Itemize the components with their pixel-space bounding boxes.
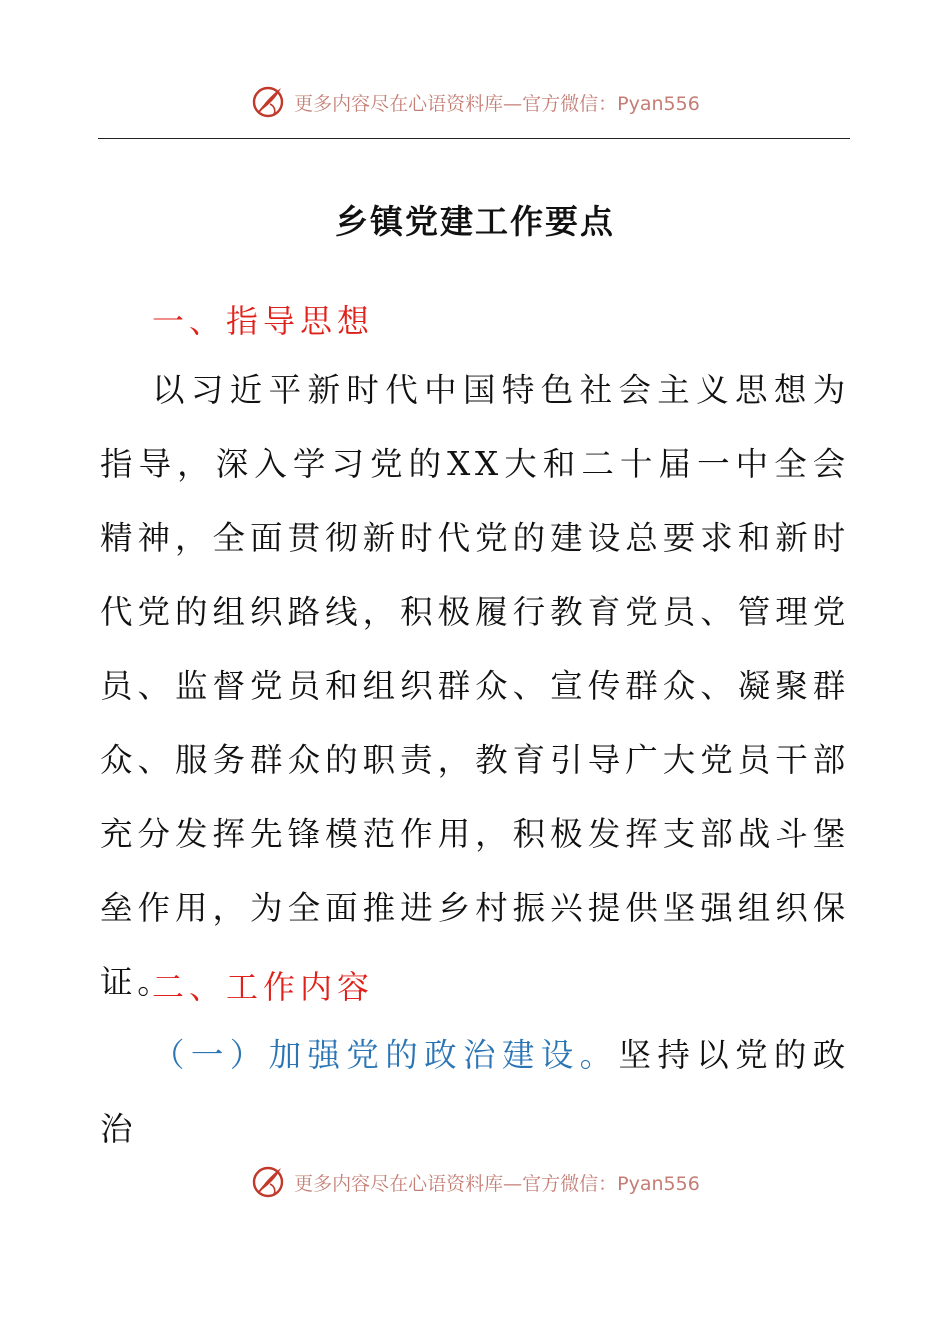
banner-slogan: 更多内容尽在心语资料库—官方微信： xyxy=(294,1172,618,1195)
banner-wechat-id: Pyan556 xyxy=(617,1172,700,1195)
subsection1-heading: （一）加强党的政治建设。 xyxy=(152,1036,619,1074)
banner-slogan: 更多内容尽在心语资料库—官方微信： xyxy=(294,92,618,115)
document-title: 乡镇党建工作要点 xyxy=(335,202,615,241)
quill-pen-logo-icon xyxy=(250,84,286,120)
banner-text xyxy=(294,89,700,116)
quill-pen-logo-icon xyxy=(250,1164,286,1200)
subsection1-text: 坚持以党的政治 xyxy=(100,1036,851,1148)
banner-text xyxy=(294,1169,700,1196)
banner-wechat-id: Pyan556 xyxy=(617,92,700,115)
header-divider xyxy=(98,138,850,139)
section-heading-guiding-ideology: 一、指导思想 xyxy=(152,302,375,340)
footer-banner xyxy=(0,1162,950,1202)
section1-paragraph: 以习近平新时代中国特色社会主义思想为指导，深入学习党的XX大和二十届一中全会精神，全面贯彻新时代党的建设总要求和新时代党的组织路线，积极履行教育党员、管理党员、监督党员和组织群众、宣传群众、凝聚群众、服务群众的职责，教育引导广大党员干部充分发挥先锋模范作用，积极发挥支部战斗堡垒作用，为全面推进乡村振兴提供坚强组织保证。 xyxy=(100,371,850,1001)
subsection1-paragraph xyxy=(100,1018,850,1166)
header-banner xyxy=(0,82,950,122)
section-heading-work-content: 二、工作内容 xyxy=(152,968,375,1006)
